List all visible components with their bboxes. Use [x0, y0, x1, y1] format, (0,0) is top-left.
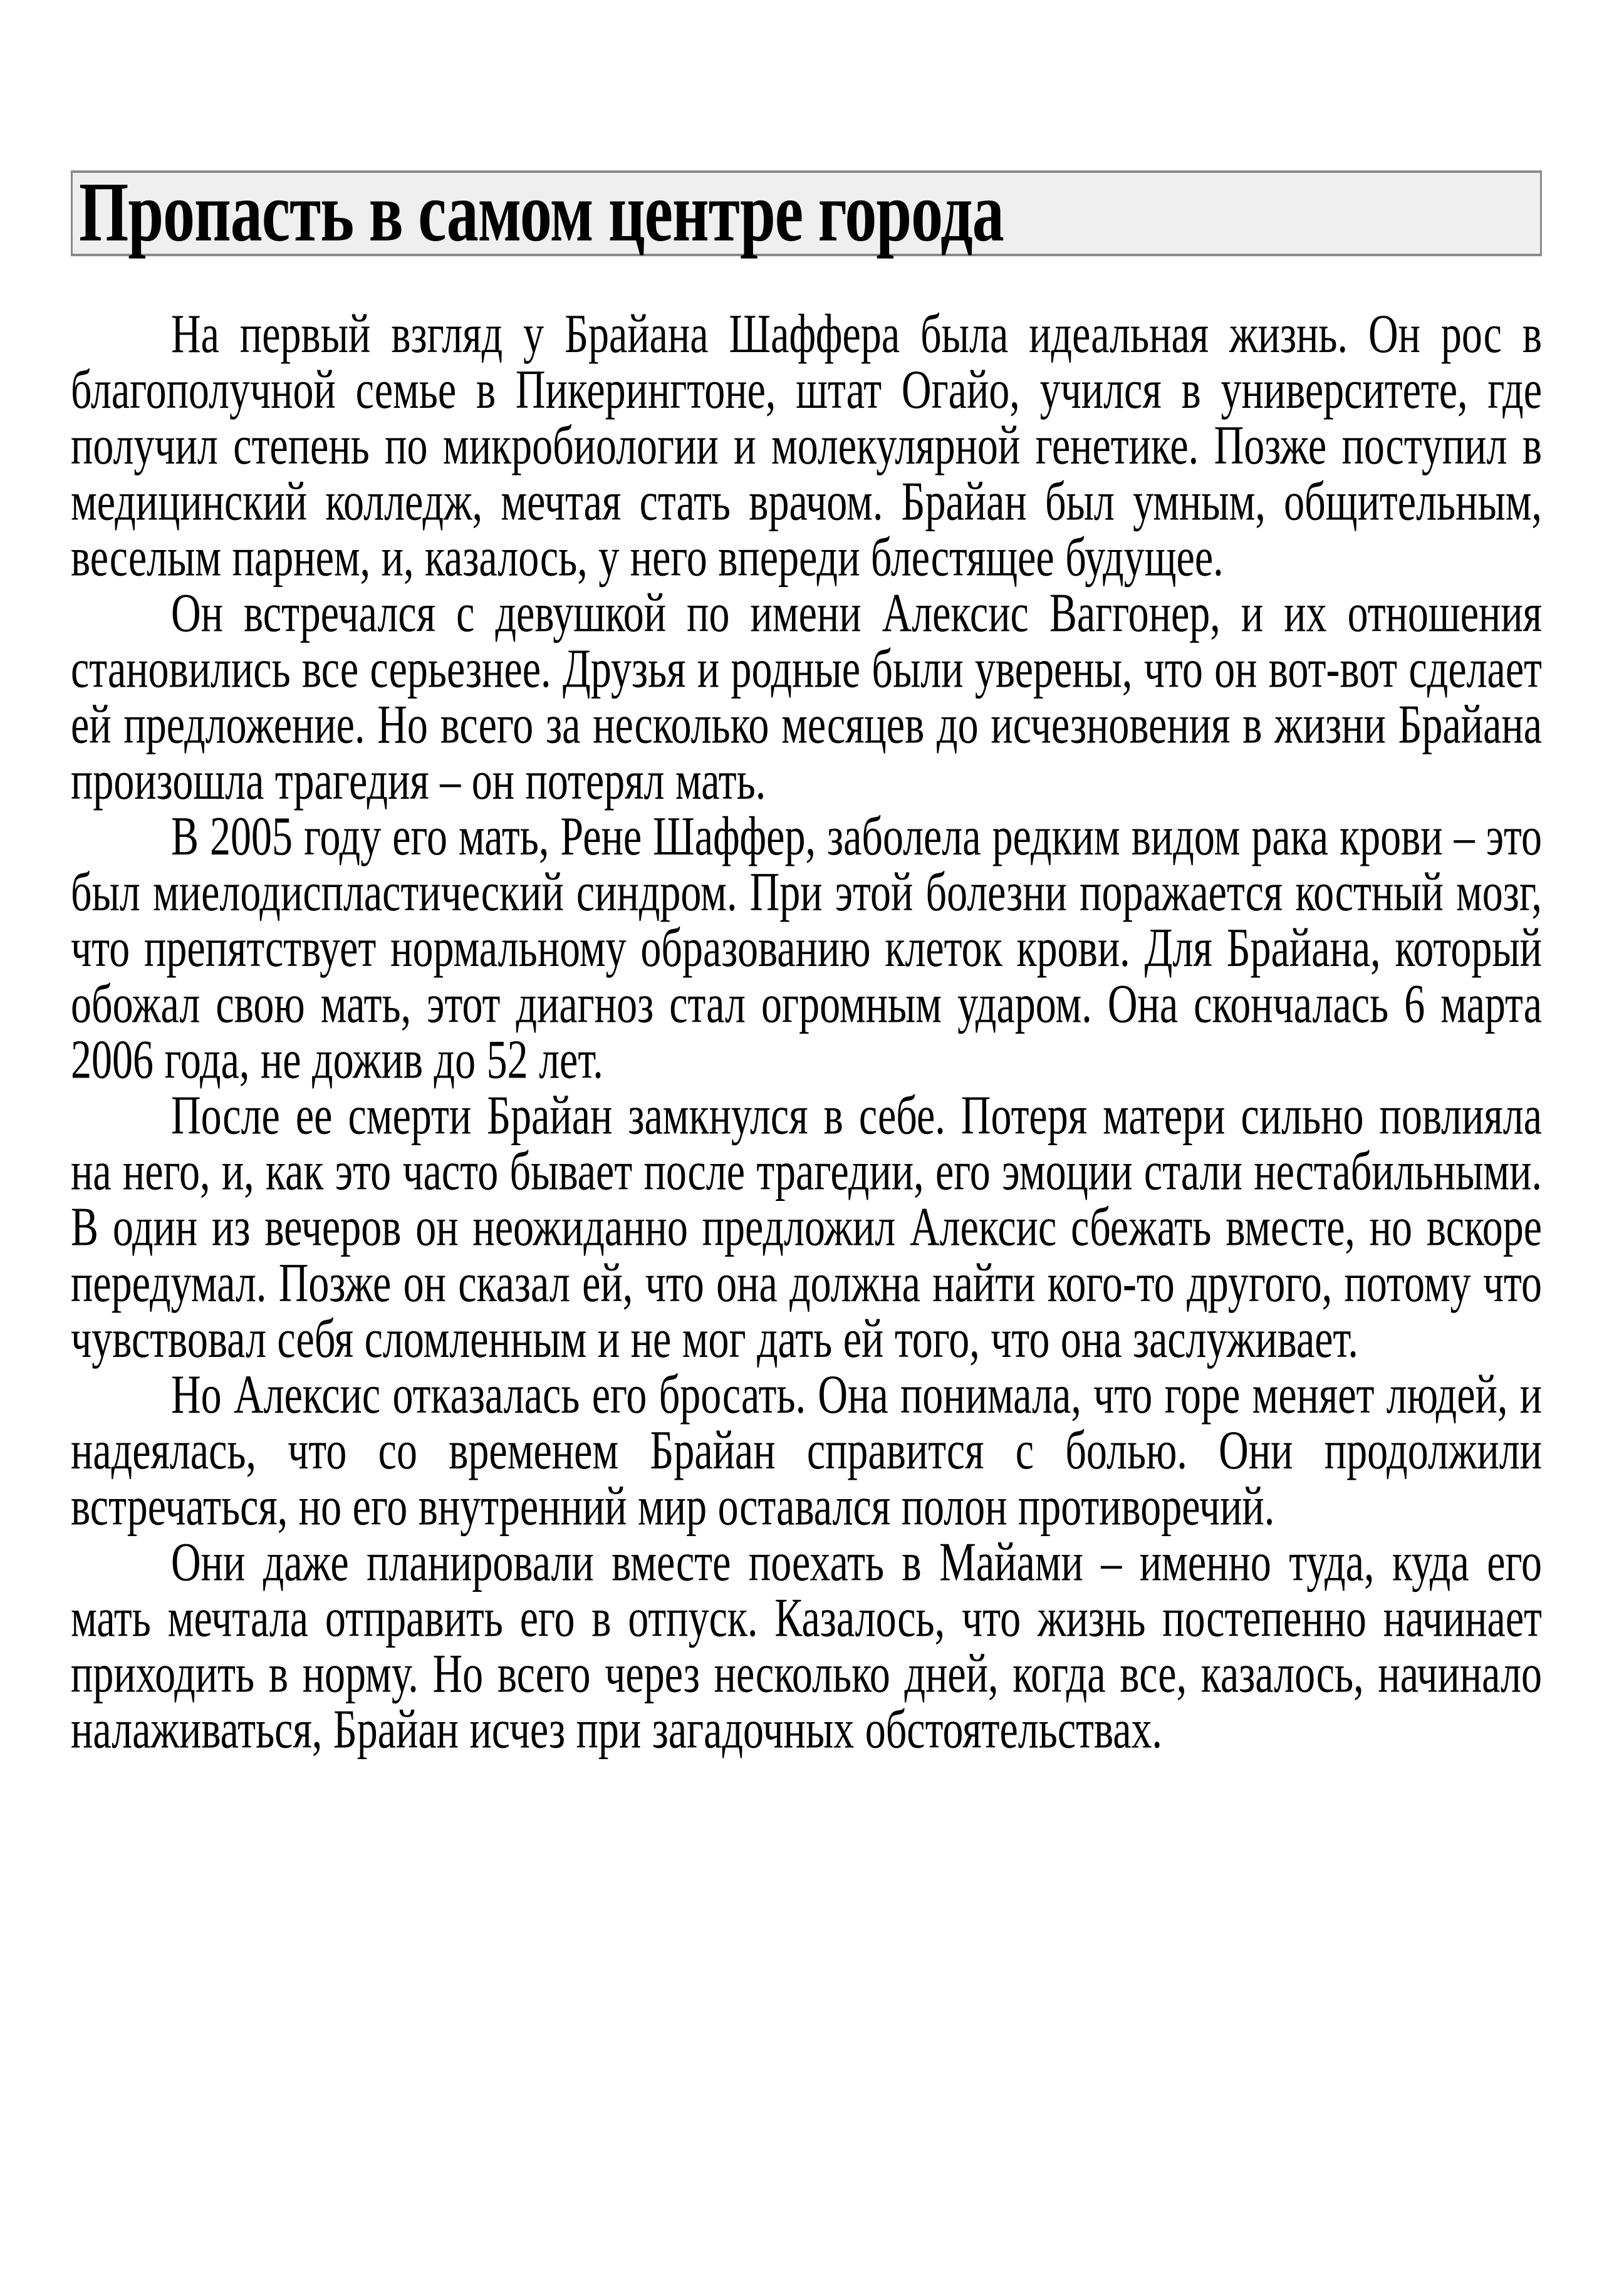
paragraph-4: После ее смерти Брайан замкнулся в себе. Потеря матери сильно повлияла на него, и, как это часто бывает после трагедии, его эмоции стали нестабильными. В один из вечеров он неожиданно предложил Алексис сбежать вместе, но вскоре передумал. Позже он сказал ей, что она должна найти кого-то другого, потому что чувствовал себя сломленным и не мог дать ей того, что она заслуживает.	[71, 1085, 1542, 1369]
paragraph-5: Но Алексис отказалась его бросать. Она понимала, что горе меняет людей, и надеялась, что со временем Брайан справится с болью. Они продолжили встречаться, но его внутренний мир оставался полон противоречий.	[71, 1364, 1542, 1537]
paragraph-3: В 2005 году его мать, Рене Шаффер, заболела редким видом рака крови – это был миелодиспластический синдром. При этой болезни поражается костный мозг, что препятствует нормальному образованию клеток крови. Для Брайана, который обожал свою мать, этот диагноз стал огромным ударом. Она скончалась 6 марта 2006 года, не дожив до 52 лет.	[71, 806, 1542, 1091]
document-content	[71, 165, 1542, 1760]
paragraph-6: Они даже планировали вместе поехать в Майами – именно туда, куда его мать мечтала отправить его в отпуск. Казалось, что жизнь постепенно начинает приходить в норму. Но всего через несколько дней, когда все, казалось, начинало налаживаться, Брайан исчез при загадочных обстоятельствах.	[71, 1532, 1542, 1760]
paragraph-2: Он встречался с девушкой по имени Алексис Ваггонер, и их отношения становились все серьезнее. Друзья и родные были уверены, что он вот-вот сделает ей предложение. Но всего за несколько месяцев до исчезновения в жизни Брайана произошла трагедия – он потерял мать.	[71, 583, 1542, 811]
article-body	[71, 303, 1542, 1760]
title-banner	[71, 165, 1542, 260]
article-title: Пропасть в самом центре города	[79, 165, 1004, 260]
paragraph-1: На первый взгляд у Брайана Шаффера была идеальная жизнь. Он рос в благополучной семье в Пикерингтоне, штат Огайо, учился в университете, где получил степень по микробиологии и молекулярной генетике. Позже поступил в медицинский колледж, мечтая стать врачом. Брайан был умным, общительным, веселым парнем, и, казалось, у него впереди блестящее будущее.	[71, 303, 1542, 588]
